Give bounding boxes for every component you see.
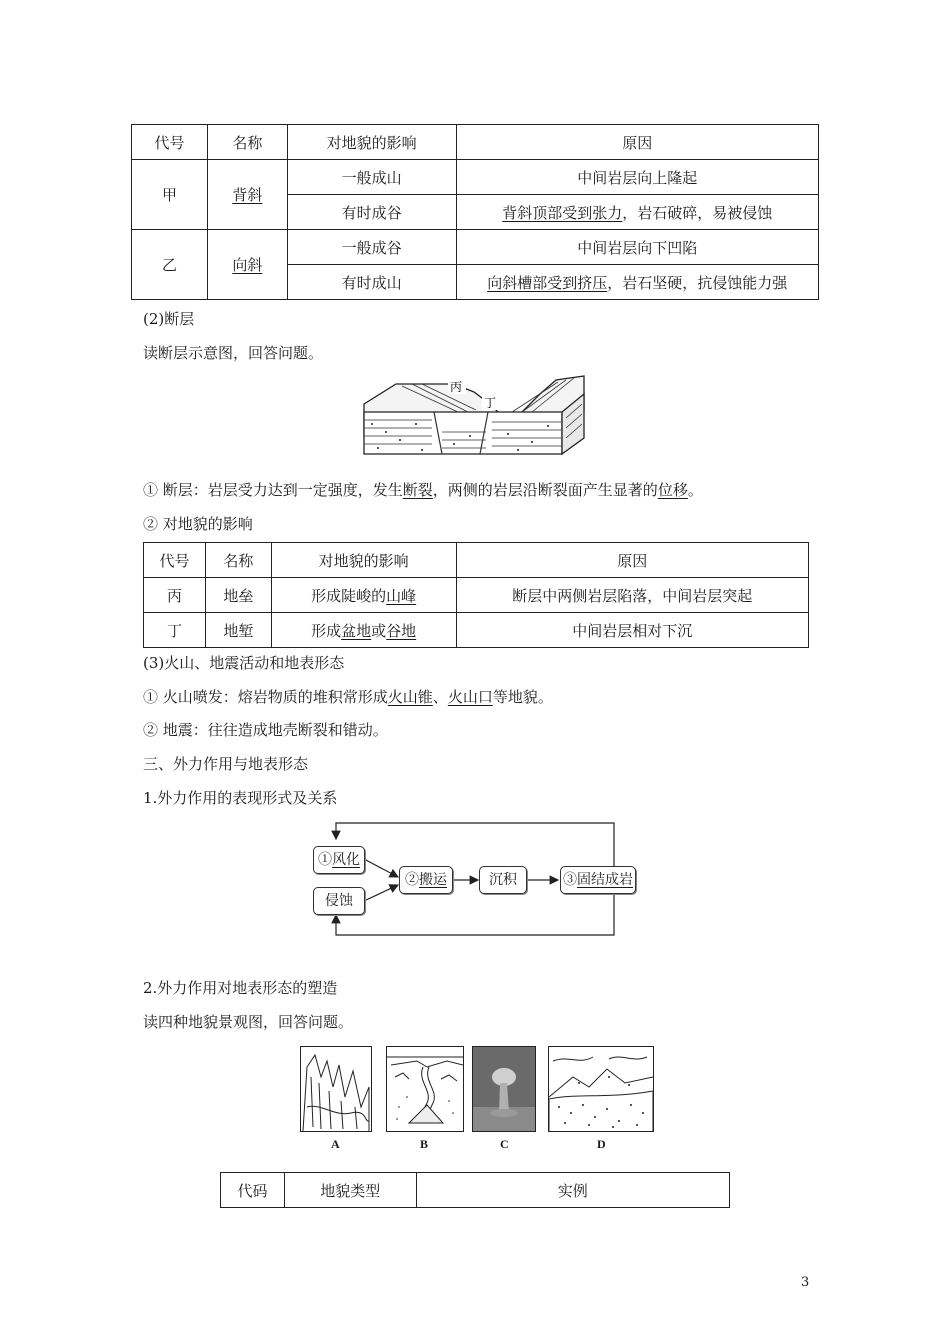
table-header: 代码 [221, 1173, 285, 1208]
table-header: 实例 [416, 1173, 729, 1208]
landform-picture-a [300, 1046, 372, 1132]
table-header: 名称 [207, 125, 287, 160]
fault-diagram [362, 372, 588, 456]
fault-definition: ① 断层：岩层受力达到一定强度，发生断裂，两侧的岩层沿断裂面产生显著的位移。 [143, 481, 703, 499]
table-header: 原因 [456, 125, 818, 160]
volcano-text: ① 火山喷发：熔岩物质的堆积常形成火山锥、火山口等地貌。 [143, 688, 553, 706]
fault-code-ding: 丁 [144, 613, 206, 648]
table-header: 原因 [456, 543, 808, 578]
landform-instruction: 读四种地貌景观图，回答问题。 [143, 1013, 354, 1031]
erosion-box: 侵蚀 [313, 887, 365, 915]
label-bing: 丙 [450, 380, 463, 394]
external-heading: 三、外力作用与地表形态 [143, 755, 309, 773]
external-sub1: 1.外力作用的表现形式及关系 [143, 789, 338, 807]
table-header: 名称 [205, 543, 271, 578]
weathering-box: ①风化 [313, 846, 365, 874]
table-header: 代号 [144, 543, 206, 578]
fault-name-horst: 地垒 [205, 578, 271, 613]
table-header: 代号 [132, 125, 208, 160]
deposition-box: 沉积 [479, 866, 527, 894]
fault-code-bing: 丙 [144, 578, 206, 613]
fault-effect: 形成陡峻的山峰 [271, 578, 456, 613]
fault-reason: 中间岩层相对下沉 [456, 613, 808, 648]
fold-name-syncline: 向斜 [207, 230, 287, 300]
fault-name-graben: 地堑 [205, 613, 271, 648]
picture-label-c: C [500, 1137, 509, 1151]
table-header: 对地貌的影响 [271, 543, 456, 578]
fold-effect: 有时成山 [287, 265, 456, 300]
transport-box: ②搬运 [399, 866, 453, 894]
fold-name-anticline: 背斜 [207, 160, 287, 230]
landform-table [220, 1172, 730, 1208]
fault-effect-heading: ② 对地貌的影响 [143, 515, 253, 533]
label-ding: 丁 [484, 396, 497, 410]
fault-heading: (2)断层 [143, 310, 195, 328]
landform-picture-c [472, 1046, 536, 1132]
landform-picture-b [386, 1046, 464, 1132]
fold-code-yi: 乙 [132, 230, 208, 300]
fault-effect: 形成盆地或谷地 [271, 613, 456, 648]
fault-table [143, 542, 809, 648]
fold-reason: 背斜顶部受到张力，岩石破碎，易被侵蚀 [456, 195, 818, 230]
fault-reason: 断层中两侧岩层陷落，中间岩层突起 [456, 578, 808, 613]
lithification-box: ③固结成岩 [560, 866, 636, 894]
table-header: 对地貌的影响 [287, 125, 456, 160]
fault-instruction: 读断层示意图，回答问题。 [143, 344, 324, 362]
landform-picture-d [548, 1046, 654, 1132]
fold-effect: 一般成山 [287, 160, 456, 195]
table-header: 地貌类型 [284, 1173, 416, 1208]
picture-label-b: B [420, 1137, 429, 1151]
fold-reason: 中间岩层向上隆起 [456, 160, 818, 195]
fold-reason: 向斜槽部受到挤压，岩石坚硬，抗侵蚀能力强 [456, 265, 818, 300]
picture-label-a: A [331, 1137, 340, 1151]
fold-effect: 有时成谷 [287, 195, 456, 230]
earthquake-text: ② 地震：往往造成地壳断裂和错动。 [143, 721, 388, 739]
fold-code-jia: 甲 [132, 160, 208, 230]
fold-effect: 一般成谷 [287, 230, 456, 265]
page-number: 3 [801, 1275, 810, 1290]
external-sub2: 2.外力作用对地表形态的塑造 [143, 979, 338, 997]
volcano-heading: (3)火山、地震活动和地表形态 [143, 654, 345, 672]
picture-label-d: D [597, 1137, 606, 1151]
fold-reason: 中间岩层向下凹陷 [456, 230, 818, 265]
fold-table [131, 124, 819, 300]
